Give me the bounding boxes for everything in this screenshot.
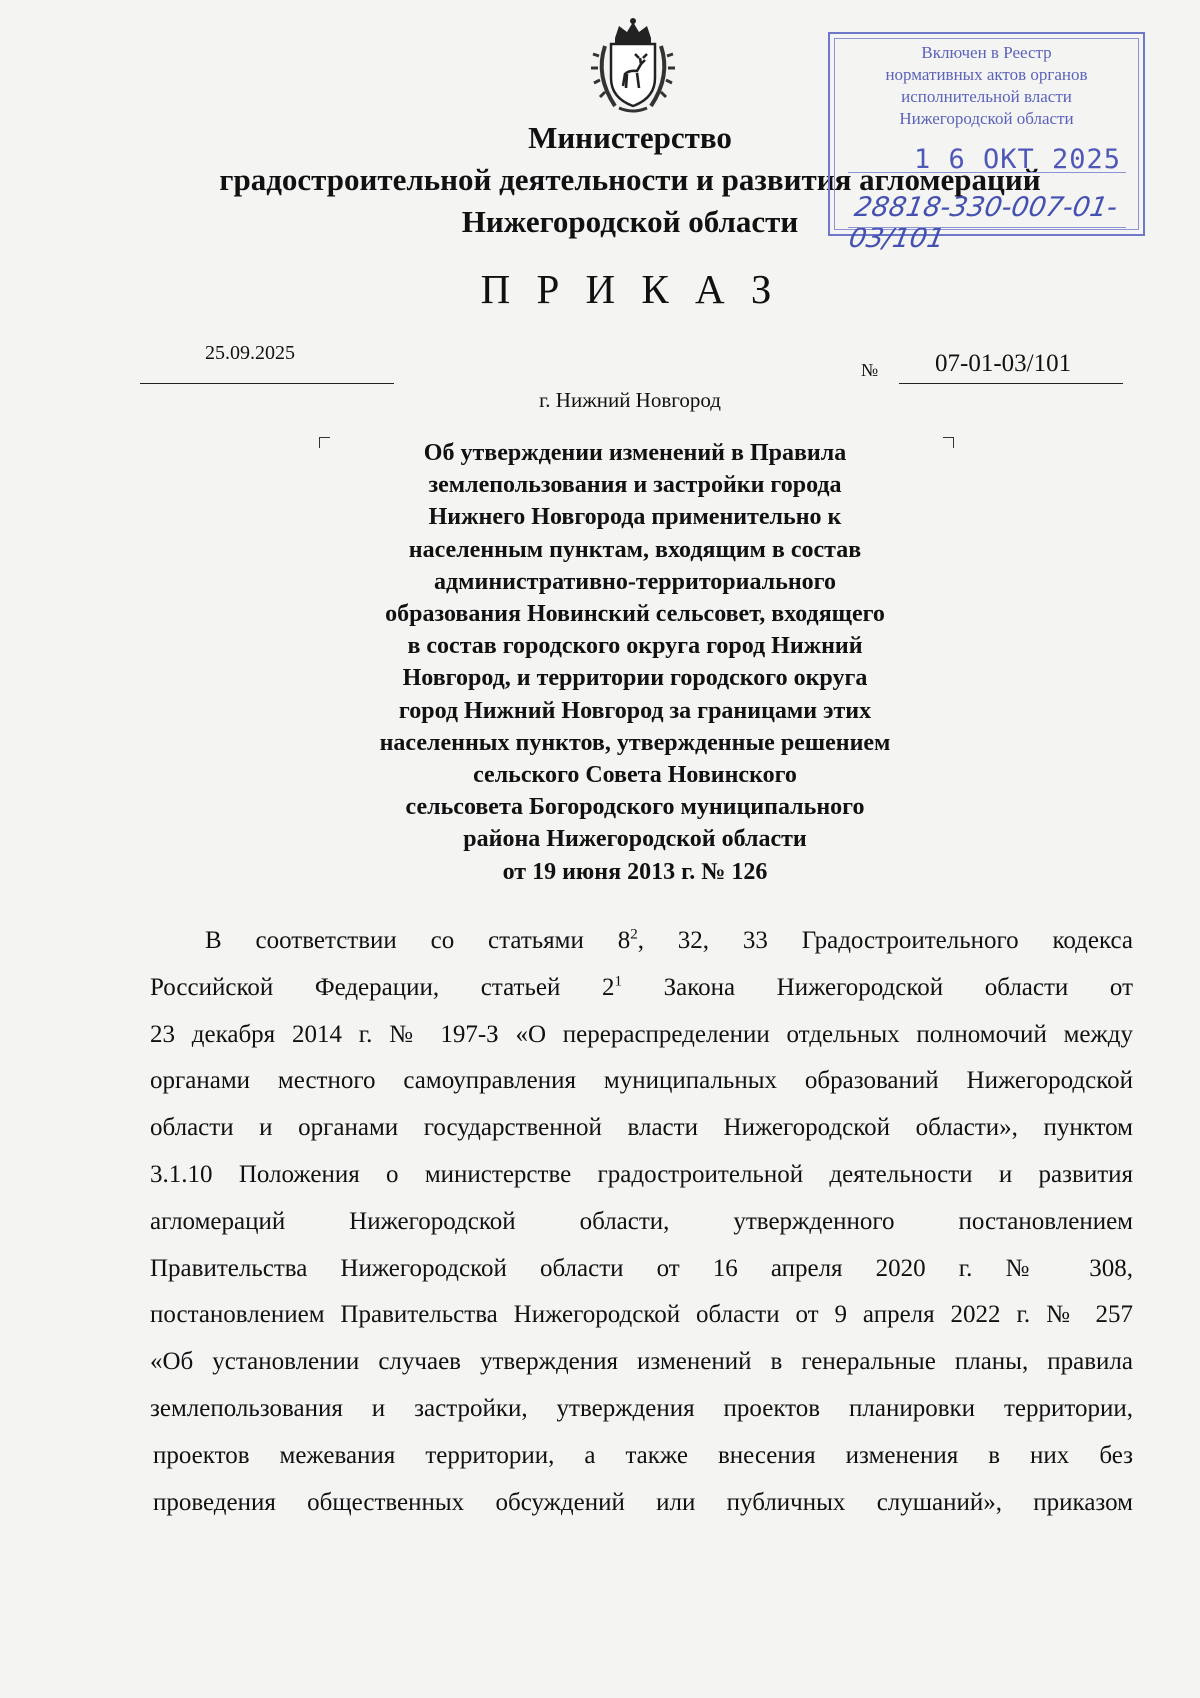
body-line: 3.1.10 Положения о министерстве градостроительной деятельности и развития <box>150 1160 1133 1188</box>
ministry-name-line3: Нижегородской области <box>461 204 799 239</box>
subject-line: сельского Совета Новинского <box>473 762 797 789</box>
body-text: В соответствии со статьями 8 <box>205 927 631 954</box>
subject-line: землепользования и застройки города <box>428 472 842 499</box>
body-text: Закона Нижегородской области от <box>621 973 1134 1001</box>
subject-line: от 19 июня 2013 г. № 126 <box>502 858 768 885</box>
subject-line: Нижнего Новгорода применительно к <box>428 504 842 531</box>
subject-line: района Нижегородской области <box>463 826 807 853</box>
document-body <box>150 918 1133 1526</box>
document-subject <box>325 437 945 888</box>
stamp-line: исполнительной власти <box>901 87 1072 106</box>
subject-line: Об утверждении изменений в Правила <box>423 440 847 466</box>
stamp-line: нормативных актов органов <box>885 65 1088 84</box>
subject-line: населенных пунктов, утвержденные решением <box>379 729 891 756</box>
registry-stamp <box>828 32 1145 254</box>
subject-line: Новгород, и территории городского округа <box>402 665 868 692</box>
stamp-divider <box>848 172 1126 173</box>
number-sign: № <box>861 360 879 380</box>
superscript: 1 <box>614 973 622 990</box>
subject-line: в состав городского округа город Нижний <box>407 633 863 660</box>
body-line: землепользования и застройки, утверждения проектов планировки территории, <box>150 1394 1133 1422</box>
document-city: г. Нижний Новгород <box>539 388 721 412</box>
stamp-registration-number: 28818-330-007-01-03/101 <box>846 192 1120 254</box>
body-line: проведения общественных обсуждений или публичных слушаний», приказом <box>153 1488 1133 1516</box>
body-line <box>150 965 1133 1012</box>
superscript: 2 <box>630 926 638 943</box>
subject-line: административно-территориального <box>434 568 836 595</box>
stamp-line: Нижегородской области <box>899 109 1074 128</box>
body-line: «Об установлении случаев утверждения изменений в генеральные планы, правила <box>150 1348 1133 1376</box>
stamp-text <box>830 42 1143 130</box>
document-date: 25.09.2025 <box>205 342 295 364</box>
body-line: 23 декабря 2014 г. № 197-З «О перераспределении отдельных полномочий между <box>150 1020 1133 1048</box>
body-line: области и органами государственной власти Нижегородской области», пунктом <box>150 1114 1133 1142</box>
body-text: , 32, 33 Градостроительного кодекса <box>637 927 1133 954</box>
stamp-line: Включен в Реестр <box>921 43 1052 62</box>
document-type-title: П Р И К А З <box>480 266 780 312</box>
body-line <box>150 918 1133 965</box>
stamp-date: 1 6 ОКТ 2025 <box>914 144 1122 175</box>
date-underline <box>140 383 394 384</box>
subject-line: город Нижний Новгород за границами этих <box>398 697 872 724</box>
body-line: Правительства Нижегородской области от 16 апреля 2020 г. № 308, <box>150 1254 1133 1282</box>
stamp-divider <box>848 227 1126 228</box>
document-number: 07-01-03/101 <box>935 350 1072 377</box>
ministry-name-line2: градостроительной деятельности и развития агломераций <box>219 162 1041 197</box>
number-underline <box>899 383 1123 384</box>
body-text: Российской Федерации, статьей 2 <box>150 973 615 1001</box>
body-line: постановлением Правительства Нижегородской области от 9 апреля 2022 г. № 257 <box>150 1301 1133 1329</box>
subject-line: сельсовета Богородского муниципального <box>405 794 865 821</box>
subject-line: образования Новинский сельсовет, входящего <box>385 601 885 628</box>
subject-line: населенным пунктам, входящим в состав <box>408 536 862 563</box>
coat-of-arms-emblem <box>585 16 681 116</box>
ministry-name-line1: Министерство <box>528 120 732 155</box>
body-line: проектов межевания территории, а также внесения изменения в них без <box>153 1441 1133 1469</box>
body-line: агломераций Нижегородской области, утвержденного постановлением <box>150 1207 1133 1235</box>
body-line: органами местного самоуправления муниципальных образований Нижегородской <box>150 1067 1133 1095</box>
